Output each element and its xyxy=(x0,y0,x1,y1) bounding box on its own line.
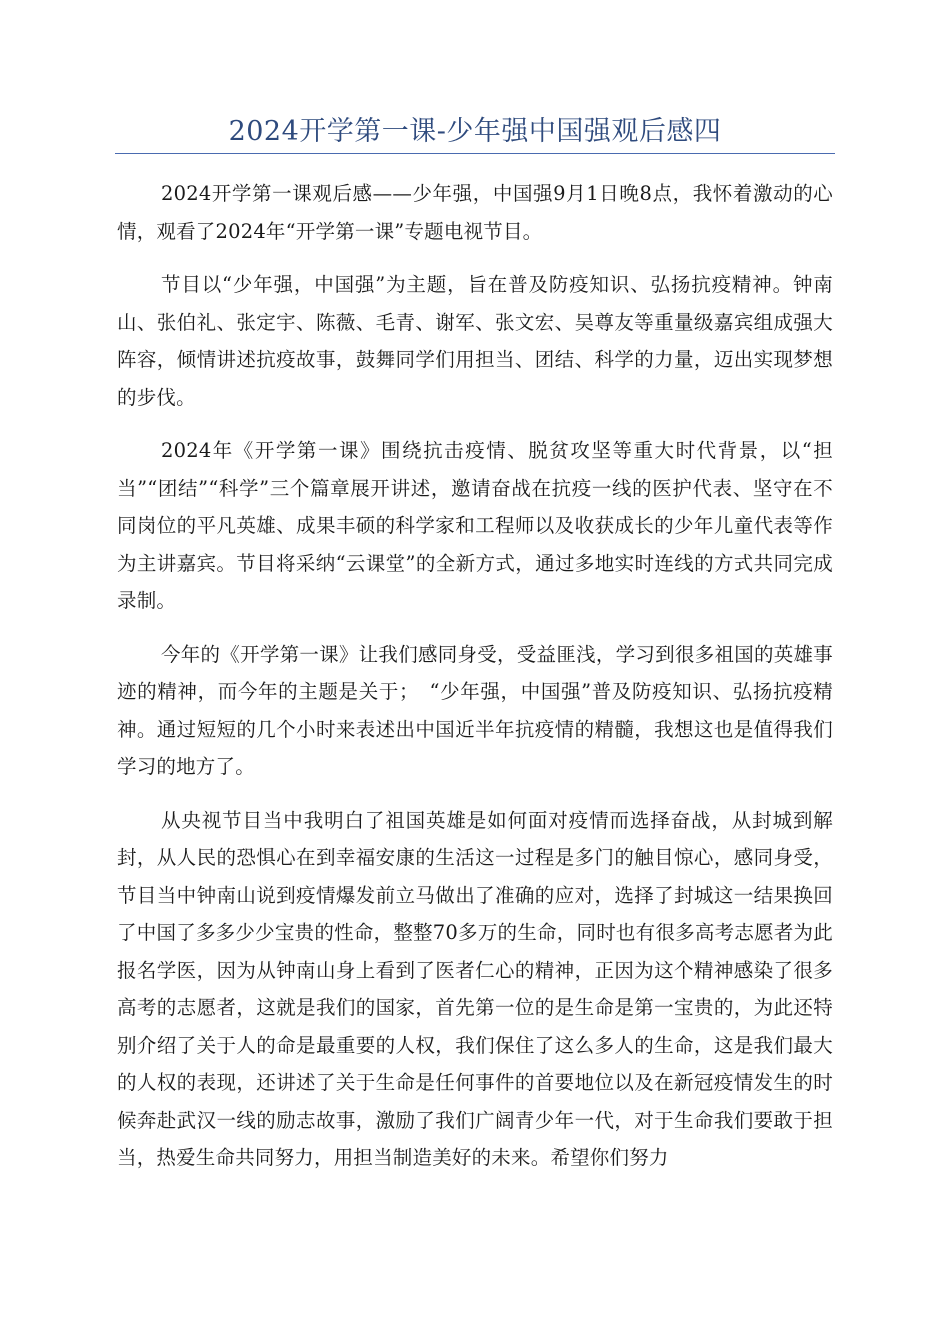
document-title: 2024开学第一课-少年强中国强观后感四 xyxy=(228,116,722,147)
paragraph-2: 节目以“少年强，中国强”为主题，旨在普及防疫知识、弘扬抗疫精神。钟南山、张伯礼、张定宇、陈薇、毛青、谢军、张文宏、吴尊友等重量级嘉宾组成强大阵容，倾情讲述抗疫故事，鼓舞同学们用担当、团结、科学的力量，迈出实现梦想的步伐。 xyxy=(117,273,833,409)
paragraph-1: 2024开学第一课观后感——少年强，中国强9月1日晚8点，我怀着激动的心情，观看了2024年“开学第一课”专题电视节目。 xyxy=(117,182,833,243)
paragraph-3: 2024年《开学第一课》围绕抗击疫情、脱贫攻坚等重大时代背景，以“担当”“团结”“科学”三个篇章展开讲述，邀请奋战在抗疫一线的医护代表、坚守在不同岗位的平凡英雄、成果丰硕的科学家和工程师以及收获成长的少年儿童代表等作为主讲嘉宾。节目将采纳“云课堂”的全新方式，通过多地实时连线的方式共同完成录制。 xyxy=(117,439,833,612)
paragraph-5: 从央视节目当中我明白了祖国英雄是如何面对疫情而选择奋战，从封城到解封，从人民的恐惧心在到幸福安康的生活这一过程是多门的触目惊心，感同身受，节目当中钟南山说到疫情爆发前立马做出了准确的应对，选择了封城这一结果换回了中国了多多少少宝贵的性命，整整70多万的生命，同时也有很多高考志愿者为此报名学医，因为从钟南山身上看到了医者仁心的精神，正因为这个精神感染了很多高考的志愿者，这就是我们的国家，首先第一位的是生命是第一宝贵的，为此还特别介绍了关于人的命是最重要的人权，我们保住了这么多人的生命，这是我们最大的人权的表现，还讲述了关于生命是任何事件的首要地位以及在新冠疫情发生的时候奔赴武汉一线的励志故事，激励了我们广阔青少年一代，对于生命我们要敢于担当，热爱生命共同努力，用担当制造美好的未来。希望你们努力 xyxy=(117,808,833,1169)
document-body xyxy=(117,175,833,1193)
paragraph-4: 今年的《开学第一课》让我们感同身受，受益匪浅，学习到很多祖国的英雄事迹的精神，而今年的主题是关于； “少年强，中国强”普及防疫知识、弘扬抗疫精神。通过短短的几个小时来表述出中国近半年抗疫情的精髓，我想这也是值得我们学习的地方了。 xyxy=(117,642,833,778)
title-underline xyxy=(115,153,835,154)
